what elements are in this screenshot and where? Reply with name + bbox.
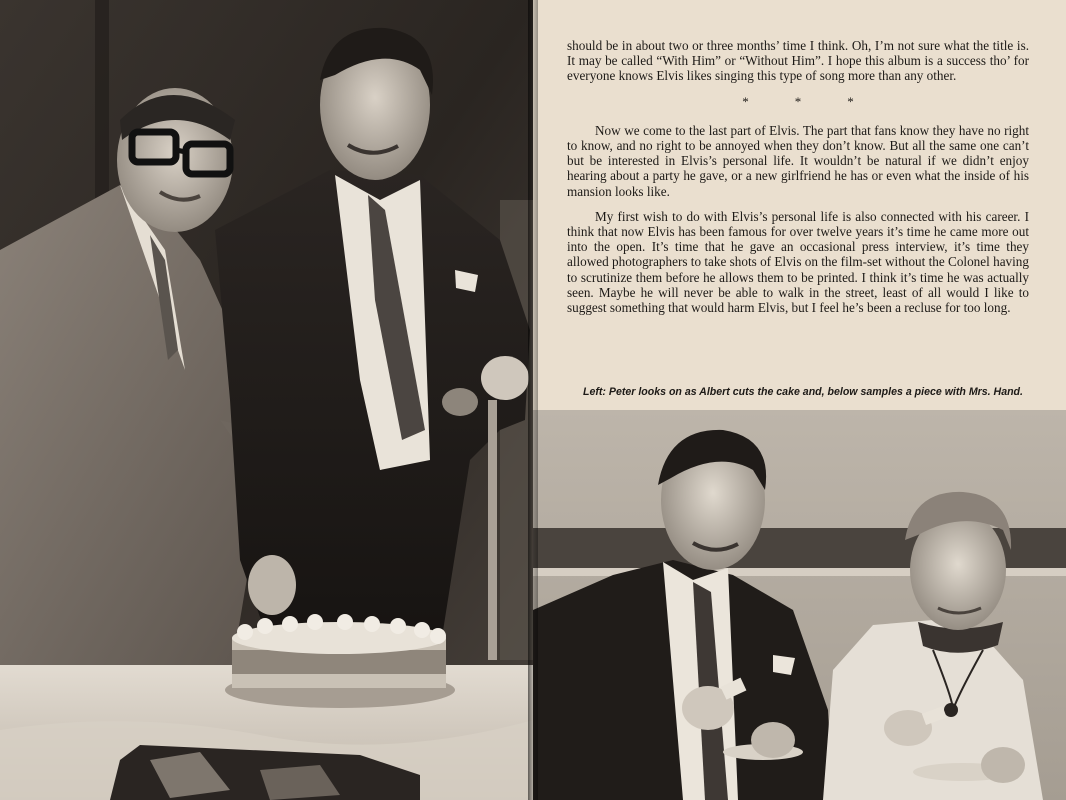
section-separator <box>567 94 1029 109</box>
separator-star: * <box>847 93 854 109</box>
photo-caption: Left: Peter looks on as Albert cuts the cake and, below samples a piece with Mrs. Hand. <box>583 386 1023 398</box>
article-paragraph-2: Now we come to the last part of Elvis. The part that fans know they have no right to know, and no right to be annoyed when they don’t know. But all the same one can’t but be interested in Elvis’s personal life. It wouldn’t be natural if we didn’t enjoy hearing about a party he gave, or a new girlfriend he has or even what the inside of his mansion looks like. <box>567 122 1029 199</box>
separator-star: * <box>794 93 802 109</box>
page-gutter <box>528 0 538 800</box>
article-paragraph-1: should be in about two or three months’ time I think. Oh, I’m not sure what the title is. It may be called “With Him” or “Without Him”. I hope this album is a success tho’ for everyone knows Elvis likes singing this type of song more than any other. <box>567 38 1029 84</box>
photo-sampling-cake-illustration <box>533 410 1066 800</box>
article-page <box>533 0 1066 800</box>
photo-sampling-cake <box>533 410 1066 800</box>
separator-star: * <box>742 93 749 109</box>
article-body <box>567 38 1029 325</box>
article-paragraph-3: My first wish to do with Elvis’s personal life is also connected with his career. I think that now Elvis has been famous for over twelve years it’s time he came more out into the open. It’s time that he gave an occasional press interview, it’s time they allowed photographers to take shots of Elvis on the film-set without the Colonel having to scrutinize them before he allows them to be printed. I think it’s time he was actually seen. Maybe he will never be able to walk in the street, least of all would I like to suggest something that would harm Elvis, but I feel he’s been a recluse for too long. <box>567 208 1029 316</box>
